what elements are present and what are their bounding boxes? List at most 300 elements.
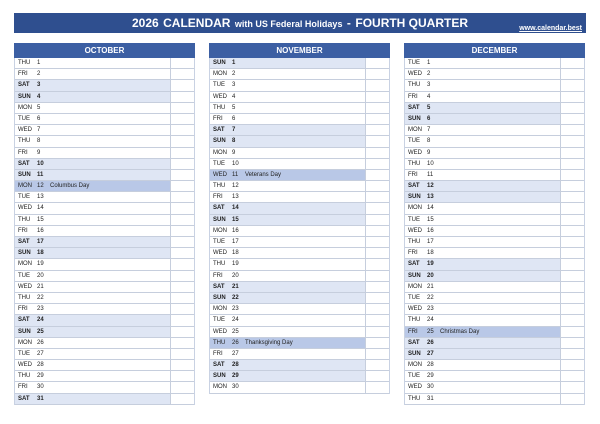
weekday-label: SUN [213,216,226,223]
day-number: 21 [427,283,434,290]
notes-cell [170,304,194,314]
weekday-label: SUN [213,294,226,301]
day-number: 29 [37,373,44,380]
day-row [210,271,389,282]
day-number: 23 [37,306,44,313]
notes-cell [170,293,194,303]
notes-cell [560,215,584,225]
weekday-label: WED [408,71,422,78]
day-row [405,192,584,203]
day-row [210,159,389,170]
day-number: 25 [427,328,434,335]
weekday-label: SUN [18,328,31,335]
day-number: 6 [427,115,431,122]
day-row [405,181,584,192]
notes-cell [170,69,194,79]
day-row [15,259,194,270]
weekday-label: MON [408,362,422,369]
notes-cell [365,114,389,124]
day-number: 10 [427,160,434,167]
day-number: 17 [232,239,239,245]
weekday-label: MON [408,283,422,290]
day-number: 4 [427,93,431,100]
notes-cell [170,181,194,191]
weekday-label: THU [213,183,226,190]
weekday-label: WED [18,205,32,212]
day-row [15,114,194,125]
title-year: 2026 [131,16,159,30]
day-row [210,360,389,371]
notes-cell [560,170,584,180]
day-row [405,282,584,293]
notes-cell [170,159,194,169]
day-row [405,69,584,80]
weekday-label: SAT [213,127,225,134]
weekday-label: MON [18,339,32,346]
notes-cell [170,327,194,337]
weekday-label: MON [213,227,227,234]
day-number: 20 [232,272,239,279]
day-row [210,170,389,181]
day-number: 7 [37,127,41,134]
day-row [210,215,389,226]
day-row [210,148,389,159]
day-row [15,237,194,248]
day-row [405,371,584,382]
notes-cell [170,92,194,102]
site-link[interactable]: www.calendar.best [519,25,582,32]
weekday-label: SAT [18,160,30,167]
weekday-label: SAT [408,339,420,346]
weekday-label: MON [213,71,227,78]
day-row [405,394,584,405]
notes-cell [365,215,389,225]
day-row [15,327,194,338]
day-number: 14 [232,205,239,212]
weekday-label: SAT [18,82,30,89]
weekday-label: WED [18,127,32,134]
weekday-label: TUE [408,138,420,145]
weekday-label: FRI [408,171,418,178]
weekday-label: FRI [18,149,28,156]
notes-cell [560,80,584,90]
notes-cell [560,114,584,124]
day-row [405,159,584,170]
day-number: 2 [427,71,431,78]
day-row [405,114,584,125]
weekday-label: MON [213,306,227,313]
notes-cell [365,282,389,292]
notes-cell [170,349,194,359]
weekday-label: THU [408,317,421,324]
weekday-label: WED [408,149,422,156]
weekday-label: FRI [18,384,28,391]
day-number: 15 [427,216,434,223]
weekday-label: FRI [18,71,28,78]
notes-cell [365,80,389,90]
notes-cell [170,192,194,202]
notes-cell [365,304,389,314]
day-number: 12 [232,183,239,190]
weekday-label: THU [408,239,421,245]
weekday-label: THU [18,373,31,380]
day-number: 29 [427,373,434,380]
day-number: 21 [232,283,239,290]
day-number: 19 [427,261,434,268]
day-number: 8 [232,138,236,145]
day-number: 2 [232,71,236,78]
day-number: 28 [37,362,44,369]
notes-cell [560,237,584,247]
day-row [210,192,389,203]
title-subtitle: with US Federal Holidays [234,19,343,29]
weekday-label: TUE [408,216,420,223]
day-number: 13 [427,194,434,201]
weekday-label: FRI [18,227,28,234]
weekday-label: FRI [408,93,418,100]
day-number: 25 [232,328,239,335]
notes-cell [560,181,584,191]
notes-cell [365,327,389,337]
notes-cell [365,349,389,359]
day-row [15,349,194,360]
day-row [210,58,389,69]
day-number: 15 [232,216,239,223]
day-row [405,304,584,315]
day-row [405,170,584,181]
day-number: 3 [427,82,431,89]
day-row [405,327,584,338]
day-row [15,69,194,80]
notes-cell [365,226,389,236]
weekday-label: WED [213,250,227,257]
notes-cell [560,338,584,348]
notes-cell [365,58,389,68]
weekday-label: SAT [213,362,225,369]
weekday-label: SUN [408,194,421,201]
page-title [14,13,586,33]
day-row [405,226,584,237]
day-number: 9 [37,149,41,156]
weekday-label: SUN [408,272,421,279]
day-number: 23 [232,306,239,313]
weekday-label: TUE [408,373,420,380]
day-number: 20 [427,272,434,279]
notes-cell [560,394,584,404]
notes-cell [170,148,194,158]
notes-cell [170,103,194,113]
day-row [405,148,584,159]
notes-cell [365,181,389,191]
day-number: 22 [427,294,434,301]
day-number: 1 [232,60,236,66]
day-row [15,315,194,326]
weekday-label: SAT [408,261,420,268]
notes-cell [170,203,194,213]
weekday-label: WED [18,283,32,290]
day-number: 3 [37,82,41,89]
day-number: 13 [232,194,239,201]
day-number: 23 [427,306,434,313]
weekday-label: MON [213,384,227,391]
day-number: 16 [232,227,239,234]
day-number: 24 [232,317,239,324]
day-row [210,293,389,304]
day-row [15,80,194,91]
day-row [405,338,584,349]
notes-cell [170,271,194,281]
day-row [15,338,194,349]
day-number: 29 [232,373,239,380]
notes-cell [560,271,584,281]
month-days [404,58,585,405]
notes-cell [170,259,194,269]
weekday-label: WED [213,328,227,335]
day-number: 1 [37,60,41,66]
day-row [405,136,584,147]
day-number: 30 [37,384,44,391]
notes-cell [560,203,584,213]
notes-cell [560,282,584,292]
day-number: 11 [427,171,434,178]
day-number: 11 [37,171,44,178]
day-number: 28 [427,362,434,369]
notes-cell [365,259,389,269]
day-row [15,382,194,393]
weekday-label: TUE [213,317,225,324]
notes-cell [170,114,194,124]
weekday-label: FRI [18,306,28,313]
day-number: 14 [37,205,44,212]
day-row [405,248,584,259]
notes-cell [560,136,584,146]
notes-cell [170,226,194,236]
month-days [14,58,195,405]
day-row [210,327,389,338]
day-row [15,103,194,114]
weekday-label: SUN [213,373,226,380]
day-number: 18 [427,250,434,257]
day-number: 26 [232,339,239,346]
notes-cell [170,315,194,325]
day-number: 27 [37,350,44,357]
weekday-label: TUE [213,160,225,167]
day-row [405,237,584,248]
day-row [210,226,389,237]
weekday-label: SAT [18,317,30,324]
notes-cell [560,192,584,202]
month-title: NOVEMBER [209,43,390,58]
day-number: 18 [232,250,239,257]
weekday-label: THU [408,395,421,402]
day-row [405,259,584,270]
day-number: 6 [37,115,41,122]
day-row [15,226,194,237]
weekday-label: TUE [18,115,30,122]
weekday-label: WED [213,93,227,100]
notes-cell [170,382,194,392]
day-row [15,360,194,371]
day-number: 27 [232,350,239,357]
notes-cell [560,248,584,258]
weekday-label: TUE [408,60,420,66]
day-row [405,103,584,114]
month-november [209,43,390,394]
notes-cell [560,125,584,135]
day-number: 25 [37,328,44,335]
day-number: 24 [37,317,44,324]
notes-cell [365,192,389,202]
month-days [209,58,390,394]
notes-cell [560,103,584,113]
weekday-label: TUE [18,272,30,279]
weekday-label: WED [408,306,422,313]
day-row [210,248,389,259]
day-number: 24 [427,317,434,324]
day-row [15,192,194,203]
weekday-label: SAT [213,283,225,290]
weekday-label: THU [408,82,421,89]
weekday-label: MON [408,205,422,212]
notes-cell [560,69,584,79]
day-number: 3 [232,82,236,89]
weekday-label: MON [18,104,32,111]
day-row [210,349,389,360]
notes-cell [170,136,194,146]
day-row [405,349,584,360]
notes-cell [560,349,584,359]
day-row [405,315,584,326]
day-number: 1 [427,60,431,66]
notes-cell [365,237,389,247]
weekday-label: SUN [213,138,226,145]
weekday-label: TUE [18,194,30,201]
day-row [210,315,389,326]
weekday-label: TUE [408,294,420,301]
weekday-label: FRI [408,250,418,257]
day-number: 10 [37,160,44,167]
notes-cell [170,338,194,348]
weekday-label: WED [213,171,227,178]
day-row [15,159,194,170]
notes-cell [560,92,584,102]
weekday-label: SUN [18,171,31,178]
day-row [15,148,194,159]
day-row [405,203,584,214]
day-row [15,215,194,226]
day-row [210,304,389,315]
notes-cell [365,170,389,180]
weekday-label: THU [408,160,421,167]
title-quarter: FOURTH QUARTER [355,16,469,30]
notes-cell [365,125,389,135]
day-row [405,382,584,393]
day-number: 4 [37,93,41,100]
notes-cell [560,226,584,236]
holiday-label: Veterans Day [245,171,282,178]
weekday-label: SUN [18,93,31,100]
day-number: 10 [232,160,239,167]
day-row [405,360,584,371]
day-number: 2 [37,71,41,78]
notes-cell [365,136,389,146]
day-number: 7 [427,127,431,134]
day-number: 11 [232,171,239,178]
day-row [210,181,389,192]
day-number: 17 [427,239,434,245]
notes-cell [560,159,584,169]
holiday-label: Christmas Day [440,328,480,335]
day-row [210,103,389,114]
weekday-label: FRI [213,115,223,122]
notes-cell [560,371,584,381]
day-row [15,136,194,147]
notes-cell [170,360,194,370]
notes-cell [170,80,194,90]
weekday-label: SUN [408,115,421,122]
day-number: 21 [37,283,44,290]
page-header [14,13,586,33]
weekday-label: THU [213,261,226,268]
weekday-label: TUE [213,82,225,89]
day-row [210,69,389,80]
day-row [405,80,584,91]
notes-cell [560,304,584,314]
day-row [210,282,389,293]
weekday-label: SAT [18,395,30,402]
weekday-label: THU [18,60,31,66]
day-row [210,237,389,248]
day-row [15,125,194,136]
weekday-label: THU [18,138,31,145]
weekday-label: THU [18,216,31,223]
notes-cell [365,382,389,392]
day-number: 18 [37,250,44,257]
weekday-label: SUN [408,350,421,357]
weekday-label: MON [213,149,227,156]
day-number: 15 [37,216,44,223]
notes-cell [170,58,194,68]
day-row [15,371,194,382]
day-row [210,80,389,91]
day-row [210,125,389,136]
day-number: 22 [37,294,44,301]
day-number: 31 [37,395,44,402]
weekday-label: SAT [408,183,420,190]
notes-cell [365,338,389,348]
notes-cell [365,203,389,213]
day-number: 22 [232,294,239,301]
day-row [210,259,389,270]
day-number: 8 [37,138,41,145]
day-row [210,371,389,382]
month-december [404,43,585,405]
day-row [15,203,194,214]
day-number: 7 [232,127,236,134]
day-row [15,293,194,304]
day-row [405,92,584,103]
day-number: 26 [37,339,44,346]
notes-cell [365,103,389,113]
holiday-label: Columbus Day [50,183,90,190]
day-number: 16 [427,227,434,234]
weekday-label: FRI [213,350,223,357]
weekday-label: FRI [408,328,418,335]
holiday-label: Thanksgiving Day [245,339,293,346]
weekday-label: FRI [213,194,223,201]
notes-cell [170,394,194,404]
day-number: 5 [232,104,236,111]
